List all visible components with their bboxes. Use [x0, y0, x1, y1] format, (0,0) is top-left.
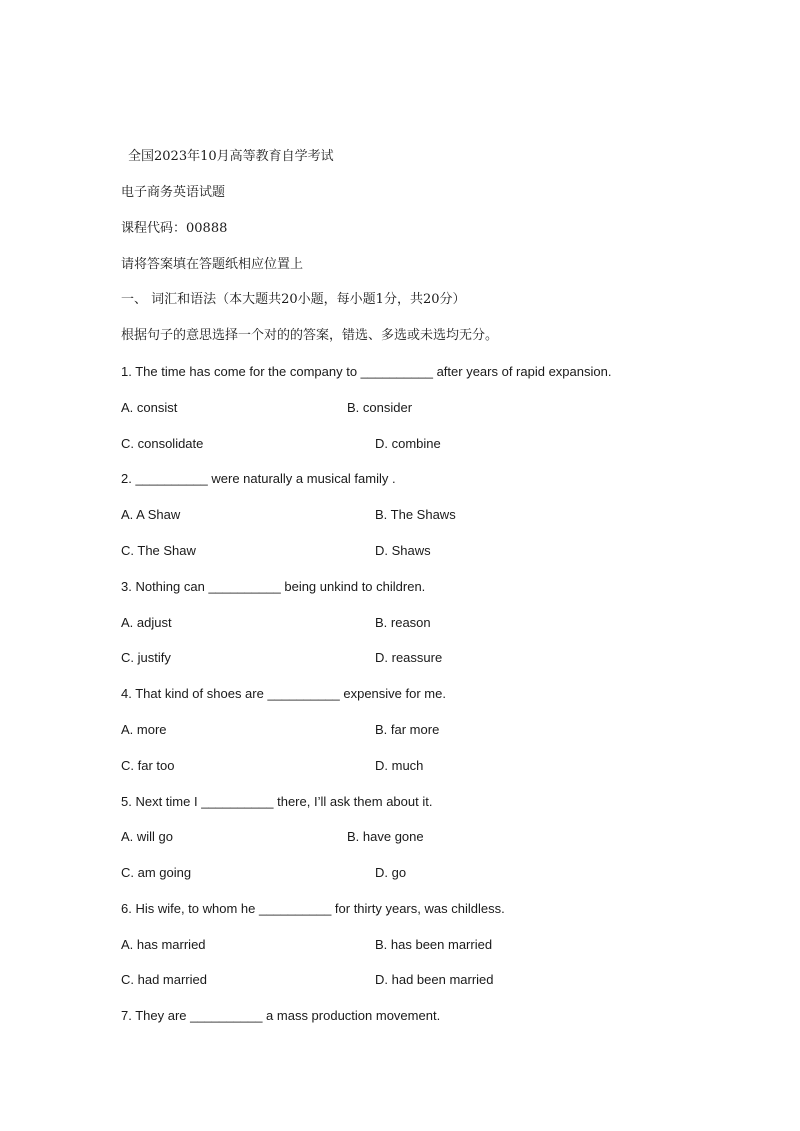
question-2-stem: 2. __________ were naturally a musical family . — [121, 471, 396, 486]
question-2-option-a: A. A Shaw — [121, 507, 181, 522]
question-5-option-a: A. will go — [121, 829, 174, 844]
question-5-stem: 5. Next time I __________ there, I’ll ask them about it. — [121, 794, 433, 809]
question-4-option-a: A. more — [121, 722, 167, 737]
question-6-stem: 6. His wife, to whom he __________ for thirty years, was childless. — [121, 901, 505, 916]
question-6-option-d: D. had been married — [375, 972, 494, 987]
question-5-option-c: C. am going — [121, 865, 192, 880]
question-1-option-b: B. consider — [347, 400, 413, 415]
question-2-option-b: B. The Shaws — [375, 507, 456, 522]
question-5-option-b: B. have gone — [347, 829, 424, 844]
answer-instruction: 请将答案填在答题纸相应位置上 — [121, 257, 304, 272]
question-6-option-b: B. has been married — [375, 937, 493, 952]
question-4-option-c: C. far too — [121, 758, 175, 773]
question-3-option-d: D. reassure — [375, 650, 443, 665]
subject-title: 电子商务英语试题 — [121, 185, 226, 200]
question-4-option-d: D. much — [375, 758, 424, 773]
question-3-option-b: B. reason — [375, 615, 431, 630]
question-7-stem: 7. They are __________ a mass production movement. — [121, 1008, 441, 1023]
question-3-stem: 3. Nothing can __________ being unkind to children. — [121, 579, 426, 594]
question-4-stem: 4. That kind of shoes are __________ expensive for me. — [121, 686, 446, 701]
section-title: 一、 词汇和语法（本大题共20小题，每小题1分，共20分） — [121, 292, 466, 307]
question-1-option-c: C. consolidate — [121, 436, 204, 451]
question-1-option-a: A. consist — [121, 400, 178, 415]
question-3-option-c: C. justify — [121, 650, 171, 665]
course-code: 课程代码：00888 — [121, 221, 228, 236]
question-1-stem: 1. The time has come for the company to __________ after years of rapid expansion. — [121, 364, 612, 379]
question-1-option-d: D. combine — [375, 436, 441, 451]
section-instruction: 根据句子的意思选择一个对的的答案，错选、多选或未选均无分。 — [121, 328, 499, 343]
question-2-option-d: D. Shaws — [375, 543, 431, 558]
question-5-option-d: D. go — [375, 865, 407, 880]
question-6-option-c: C. had married — [121, 972, 207, 987]
question-3-option-a: A. adjust — [121, 615, 172, 630]
question-6-option-a: A. has married — [121, 937, 206, 952]
exam-title: 全国2023年10月高等教育自学考试 — [128, 149, 334, 164]
question-4-option-b: B. far more — [375, 722, 440, 737]
question-2-option-c: C. The Shaw — [121, 543, 196, 558]
